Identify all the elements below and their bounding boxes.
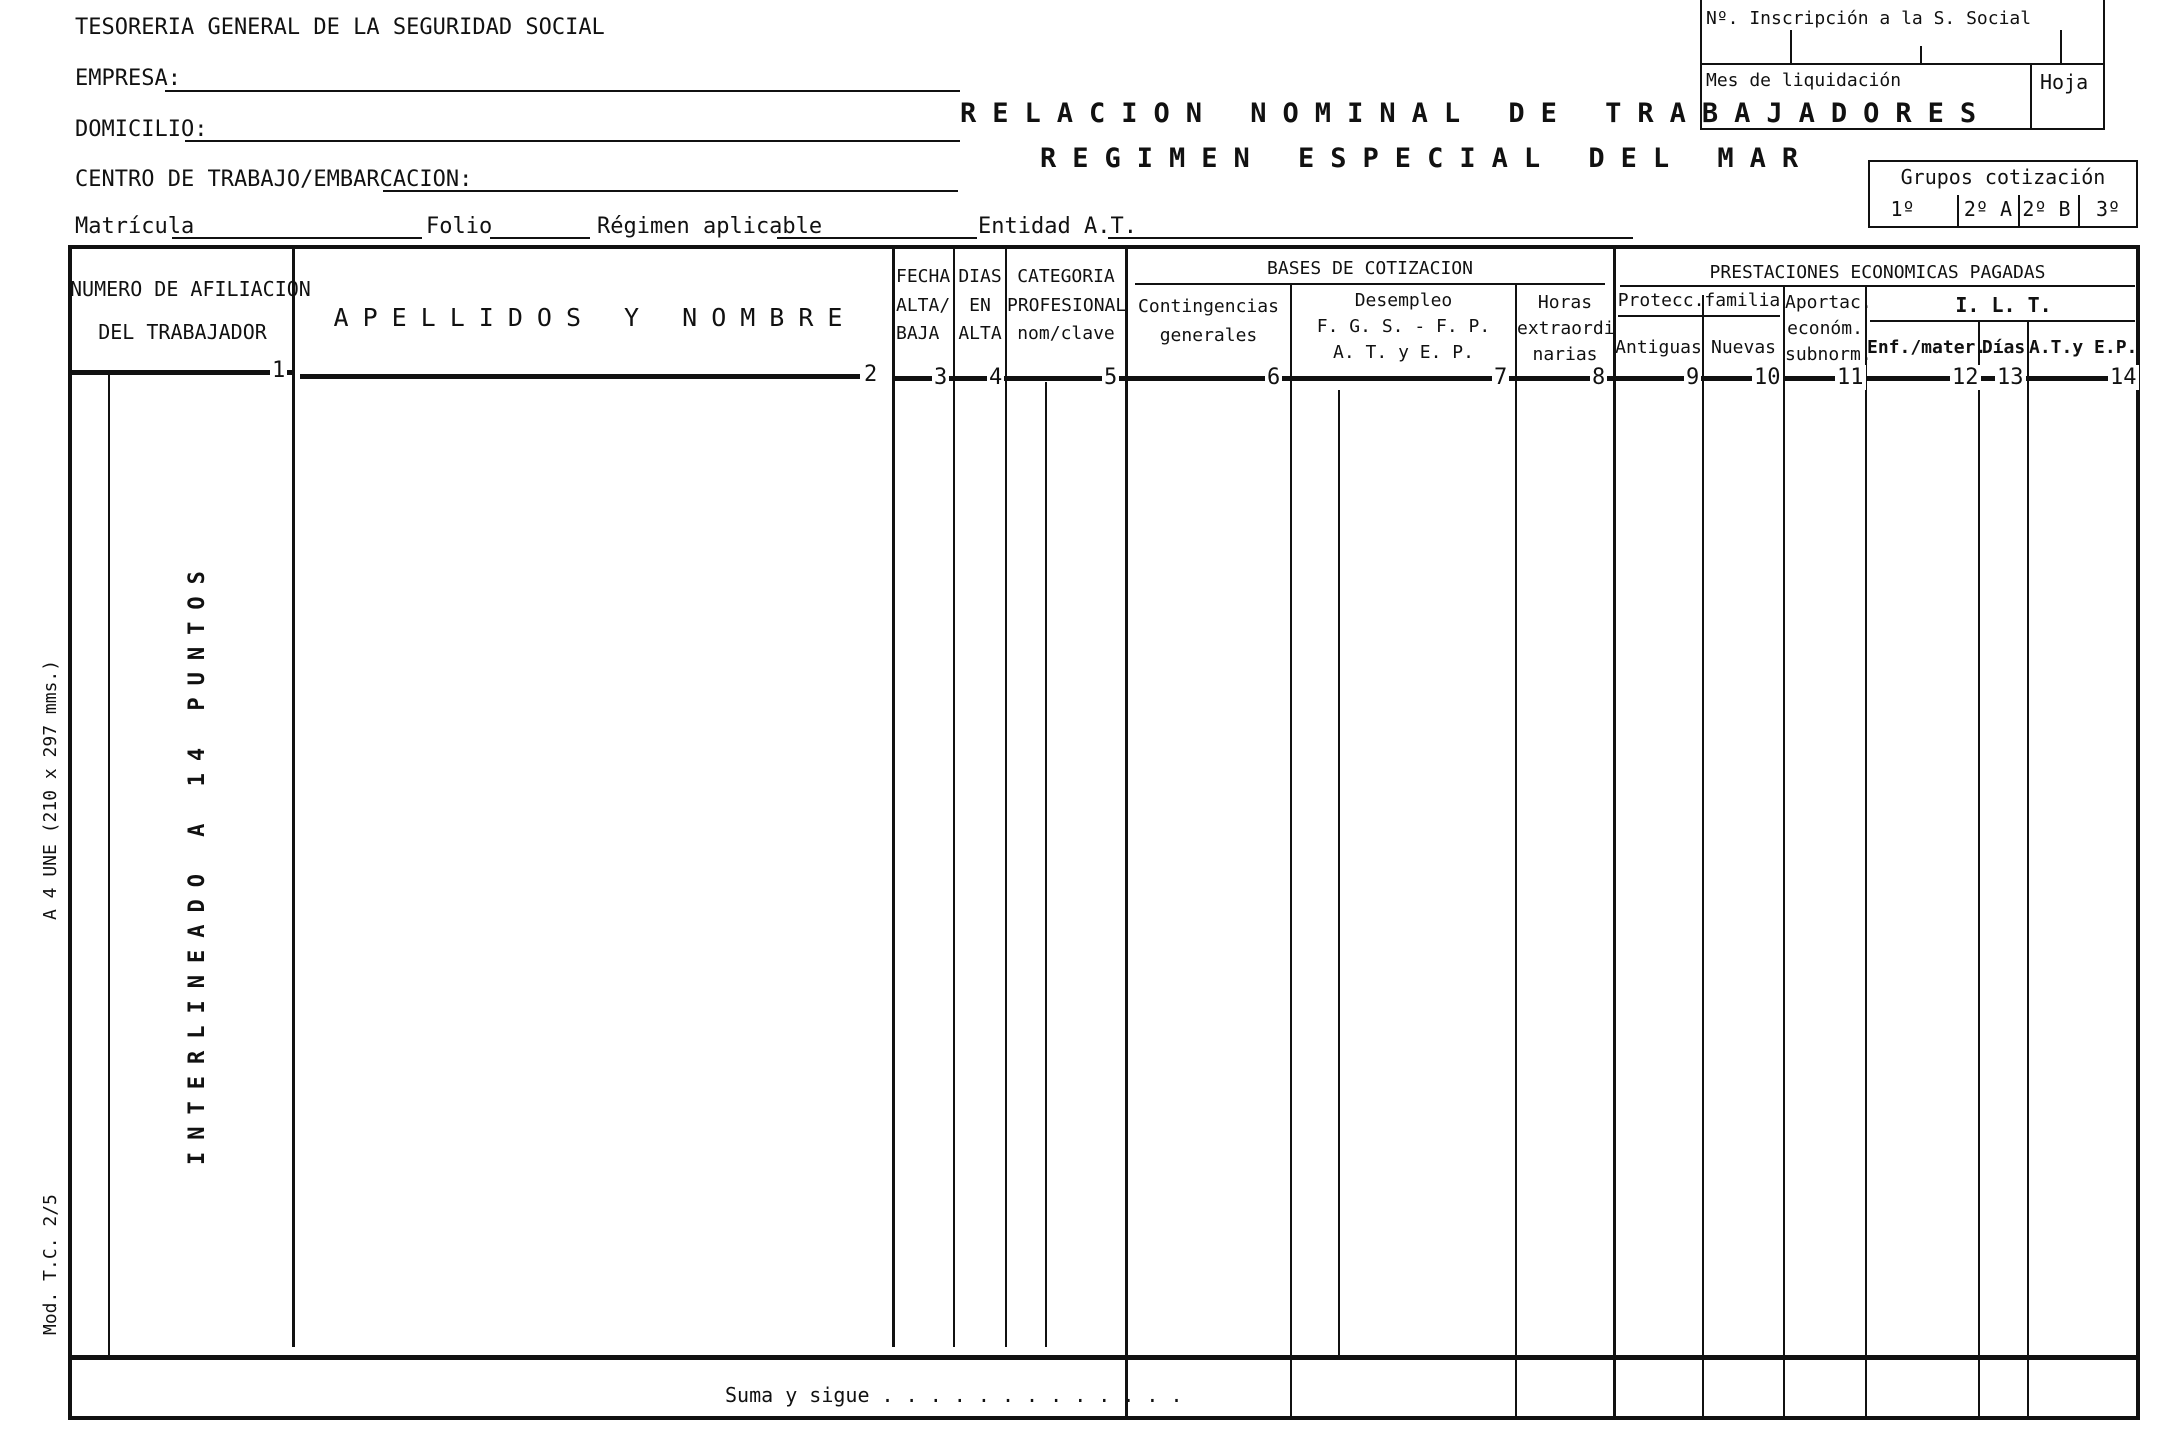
- ilt-rule: [1870, 320, 2135, 322]
- col-number-3: 3: [934, 365, 948, 390]
- centro-trabajo-field[interactable]: [383, 190, 958, 192]
- regimen-field[interactable]: [777, 237, 977, 239]
- form-title: RELACION NOMINAL DE TRABAJADORES: [960, 98, 1993, 129]
- col5-header-line2: PROFESIONAL: [1007, 295, 1127, 316]
- matricula-field[interactable]: [172, 237, 422, 239]
- col-number-9: 9: [1686, 365, 1700, 390]
- col9-header: Antiguas: [1615, 337, 1702, 358]
- empresa-field[interactable]: [165, 90, 960, 92]
- col-number-2: 2: [864, 362, 878, 387]
- nombre-entry-area[interactable]: [296, 385, 890, 1345]
- col7-header: Desempleo: [1354, 290, 1453, 311]
- col12-header: Enf./mater.: [1867, 337, 1987, 358]
- prestaciones-group-header: PRESTACIONES ECONOMICAS PAGADAS: [1709, 262, 2046, 283]
- grupo-2a: 2º A: [1963, 197, 2013, 221]
- model-note: Mod. T.C. 2/5: [40, 1194, 61, 1335]
- col-divider: [1005, 249, 1007, 1347]
- col3-header-line2: ALTA/: [896, 295, 951, 316]
- entidad-field[interactable]: [1108, 237, 1633, 239]
- col4-header-line3: ALTA: [958, 323, 1002, 344]
- prestaciones-group-rule: [1620, 285, 2135, 287]
- col13-header: Días: [1981, 337, 2026, 358]
- empresa-label: EMPRESA:: [75, 66, 181, 91]
- col2-header-rule: [300, 374, 860, 379]
- grupos-title: Grupos cotización: [1900, 165, 2106, 189]
- hoja-label: Hoja: [2040, 70, 2089, 94]
- col7-header-line2: F. G. S. - F. P.: [1316, 316, 1491, 337]
- col-number-14: 14: [2110, 365, 2137, 390]
- col4-header: DIAS: [958, 266, 1002, 287]
- col3-header: FECHA: [896, 266, 951, 287]
- inscription-field[interactable]: [1700, 63, 2105, 65]
- col11-header-line3: subnorm.: [1785, 344, 1872, 365]
- col-number-6: 6: [1267, 365, 1281, 390]
- importes-entry-area[interactable]: [1128, 390, 2136, 1345]
- inscription-divider: [2060, 30, 2062, 63]
- col14-header: A.T.y E.P.: [2029, 337, 2138, 358]
- col11-header: Aportac.: [1785, 292, 1872, 313]
- grupo-1: 1º: [1890, 197, 1915, 221]
- col-number-4: 4: [989, 365, 1003, 390]
- col8-header-line3: narias: [1532, 344, 1598, 365]
- col-divider: [953, 249, 955, 1347]
- bases-group-rule: [1135, 283, 1605, 285]
- col4-header-line2: EN: [969, 295, 991, 316]
- col-number-7: 7: [1494, 365, 1508, 390]
- domicilio-label: DOMICILIO:: [75, 117, 208, 142]
- col2-header: APELLIDOS Y NOMBRE: [333, 303, 857, 332]
- liquidacion-label: Mes de liquidación: [1706, 70, 1902, 91]
- col-number-12: 12: [1952, 365, 1979, 390]
- hoja-divider: [2030, 63, 2032, 130]
- totals-rule: [70, 1355, 2138, 1360]
- inscription-divider: [1920, 46, 1922, 63]
- domicilio-field[interactable]: [185, 140, 960, 142]
- col5-header: CATEGORIA: [1017, 266, 1115, 287]
- col6-header: Contingencias: [1138, 296, 1279, 317]
- matricula-label: Matrícula: [75, 214, 195, 239]
- bases-group-header: BASES DE COTIZACION: [1267, 258, 1473, 279]
- suma-entry-area[interactable]: [1128, 1362, 2136, 1414]
- col7-header-line3: A. T. y E. P.: [1333, 342, 1474, 363]
- col-number-11: 11: [1837, 365, 1864, 390]
- form-subtitle: REGIMEN ESPECIAL DEL MAR: [1040, 143, 1815, 174]
- regimen-label: Régimen aplicable: [597, 214, 823, 239]
- col5-sub-divider: [1045, 382, 1047, 1347]
- col1-header: NUMERO DE AFILIACION: [70, 277, 311, 301]
- grupo-2b: 2º B: [2022, 197, 2071, 221]
- col-divider: [892, 249, 895, 1347]
- inscription-label: Nº. Inscripción a la S. Social: [1706, 8, 2032, 29]
- format-note: A 4 UNE (210 x 297 mms.): [40, 659, 61, 920]
- col10-header: Nuevas: [1710, 337, 1777, 358]
- suma-y-sigue-label: Suma y sigue . . . . . . . . . . . . .: [725, 1383, 1183, 1407]
- col1-header-rule: [70, 370, 295, 375]
- folio-field[interactable]: [490, 237, 590, 239]
- organization-name: TESORERIA GENERAL DE LA SEGURIDAD SOCIAL: [75, 15, 605, 40]
- col6-header-line2: generales: [1159, 325, 1258, 346]
- col-number-13: 13: [1997, 365, 2024, 390]
- interlineado-note: INTERLINEADO A 14 PUNTOS: [185, 559, 210, 1165]
- col-number-10: 10: [1754, 365, 1781, 390]
- protecc-familia-rule: [1618, 315, 1780, 317]
- col-divider: [292, 249, 295, 1347]
- col8-header-line2: extraordi: [1517, 318, 1615, 339]
- col3-header-line3: BAJA: [896, 323, 940, 344]
- ilt-header: I. L. T.: [1955, 293, 2052, 317]
- col5-header-line3: nom/clave: [1017, 323, 1115, 344]
- protecc-familia-header: Protecc.familia: [1617, 290, 1781, 311]
- col1-header-line2: DEL TRABAJADOR: [98, 320, 267, 344]
- folio-label: Folio: [426, 214, 493, 239]
- entidad-label: Entidad A.T.: [978, 214, 1137, 239]
- col11-header-line2: económ.: [1787, 318, 1863, 339]
- inscription-divider: [1790, 30, 1792, 63]
- centro-trabajo-label: CENTRO DE TRABAJO/EMBARCACION:: [75, 167, 473, 192]
- col-number-8: 8: [1592, 365, 1606, 390]
- col-number-1: 1: [272, 358, 286, 383]
- grupo-3: 3º: [2095, 197, 2121, 221]
- col-number-5: 5: [1104, 365, 1118, 390]
- col8-header: Horas: [1537, 292, 1593, 313]
